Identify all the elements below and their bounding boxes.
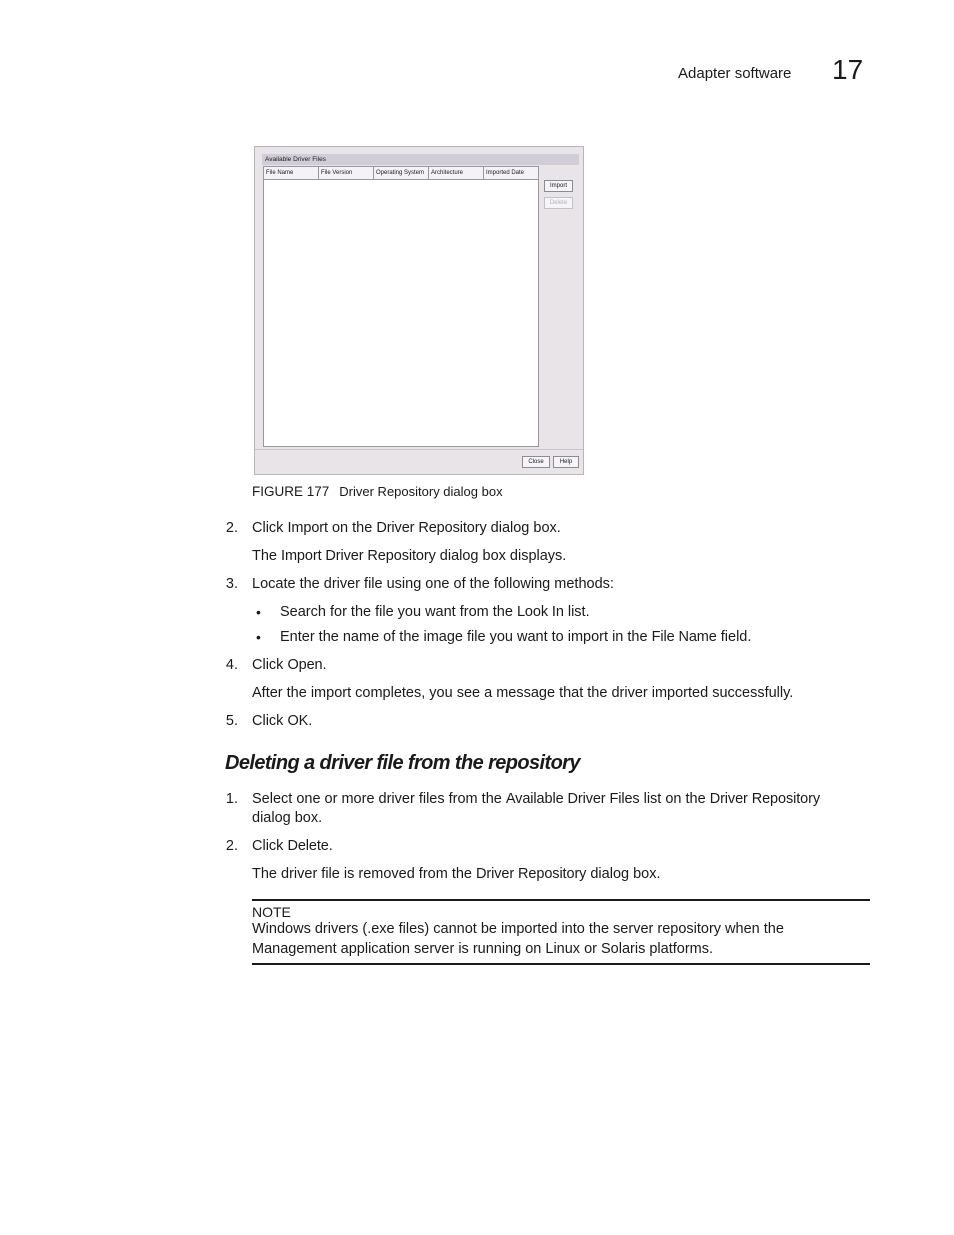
bullet-marker: • [256, 604, 261, 620]
ui-term: Delete [287, 838, 329, 854]
ui-term: OK [287, 713, 309, 729]
ui-term: File Name [651, 629, 717, 645]
step-result: After the import completes, you see a message that the driver imported successfully. [252, 685, 794, 701]
bullet-marker: • [256, 629, 261, 645]
driver-files-table[interactable] [263, 166, 539, 447]
help-button[interactable]: Help [553, 456, 579, 468]
note-line: Management application server is running on Linux or Solaris platforms. [252, 940, 714, 957]
step-text: Click OK. [252, 713, 313, 729]
step-text: Click Open. [252, 657, 327, 673]
column-header-operating-system[interactable]: Operating System [374, 167, 429, 179]
column-header-file-version[interactable]: File Version [319, 167, 374, 179]
column-header-architecture[interactable]: Architecture [429, 167, 484, 179]
note-bottom-rule [252, 963, 870, 965]
step-result: The Import Driver Repository dialog box displays. [252, 548, 567, 564]
section-heading: Deleting a driver file from the repository [225, 752, 580, 774]
ui-term: Driver Repository [709, 791, 821, 807]
bullet-text: Search for the file you want from the Look In list. [280, 604, 590, 620]
note-text [252, 920, 852, 959]
step-number: 2. [225, 520, 238, 536]
ui-term: Look In [516, 604, 564, 620]
note-label: NOTE [252, 904, 291, 920]
running-header-section: Adapter software [678, 65, 792, 82]
figure-number: FIGURE 177 [252, 484, 330, 499]
step-number: 4. [225, 657, 238, 673]
import-button[interactable]: Import [544, 180, 573, 192]
note-top-rule [252, 899, 870, 901]
note-line: Windows drivers (.exe files) cannot be imported into the server repository when the [252, 921, 784, 937]
close-button[interactable]: Close [522, 456, 550, 468]
figure-title: Driver Repository dialog box [339, 484, 503, 499]
column-header-file-name[interactable]: File Name [264, 167, 319, 179]
step-text: Locate the driver file using one of the following methods: [252, 576, 614, 592]
ui-term: Import Driver Repository [281, 548, 436, 564]
chapter-number: 17 [832, 54, 864, 85]
step-number: 1. [225, 791, 238, 807]
step-text: Click Import on the Driver Repository dialog box. [252, 520, 561, 536]
figure-caption [252, 484, 503, 499]
step-text-continuation: dialog box. [252, 810, 323, 826]
table-header-row [264, 167, 538, 180]
ui-term: Available Driver Files [505, 791, 640, 807]
column-header-imported-date[interactable]: Imported Date [486, 170, 525, 176]
step-text: Click Delete. [252, 838, 333, 854]
ui-term: Driver Repository [476, 866, 587, 882]
step-number: 2. [225, 838, 238, 854]
dialog-separator [255, 449, 583, 450]
ui-term: Import [287, 520, 328, 536]
delete-button[interactable]: Delete [544, 197, 573, 209]
available-driver-files-group-title: Available Driver Files [262, 154, 579, 165]
driver-repository-dialog [254, 146, 584, 475]
step-result: The driver file is removed from the Driver Repository dialog box. [252, 866, 661, 882]
bullet-text: Enter the name of the image file you want to import in the File Name field. [280, 629, 752, 645]
step-number: 5. [225, 713, 238, 729]
step-number: 3. [225, 576, 238, 592]
ui-term: Driver Repository [376, 520, 487, 536]
step-text: Select one or more driver files from the Available Driver Files list on the Driver Repository [252, 791, 821, 807]
ui-term: Open [287, 657, 323, 673]
